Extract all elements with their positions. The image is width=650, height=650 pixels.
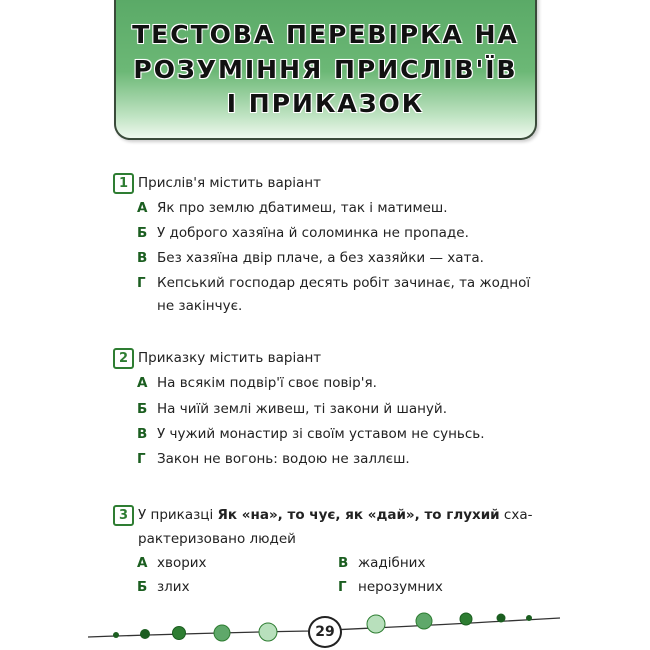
title-banner bbox=[114, 0, 537, 140]
answer-option[interactable] bbox=[137, 579, 190, 595]
answer-option[interactable] bbox=[338, 555, 425, 571]
option-letter: В bbox=[137, 250, 148, 266]
question-text bbox=[138, 507, 533, 523]
option-letter: Б bbox=[137, 579, 148, 595]
option-text-continued: не закінчує. bbox=[157, 298, 243, 314]
option-text: На чиїй землі живеш, ті закони й шануй. bbox=[157, 401, 447, 417]
question-text-continued: рактеризовано людей bbox=[138, 531, 296, 547]
bead bbox=[173, 627, 186, 640]
page-title-line: РОЗУМІННЯ ПРИСЛІВ'ЇВ bbox=[133, 55, 518, 84]
option-letter: Г bbox=[338, 579, 347, 595]
option-letter: Г bbox=[137, 275, 146, 291]
question-number: 1 bbox=[113, 173, 134, 194]
option-letter: В bbox=[137, 426, 148, 442]
option-letter: Б bbox=[137, 401, 148, 417]
answer-option[interactable] bbox=[137, 555, 207, 571]
bead bbox=[416, 613, 432, 629]
answer-option[interactable] bbox=[137, 275, 530, 291]
option-letter: Г bbox=[137, 451, 146, 467]
option-text: Закон не вогонь: водою не заллєш. bbox=[157, 451, 410, 467]
quoted-saying: Як «на», то чує, як «дай», то глухий bbox=[217, 507, 500, 523]
option-text: жадібних bbox=[358, 555, 426, 571]
answer-option[interactable] bbox=[137, 375, 377, 391]
answer-option[interactable] bbox=[137, 401, 447, 417]
question-text: Приказку містить варіант bbox=[138, 350, 322, 366]
bead bbox=[113, 632, 119, 638]
option-letter: Б bbox=[137, 225, 148, 241]
page-title-line: І ПРИКАЗОК bbox=[226, 89, 425, 118]
question-number: 2 bbox=[113, 348, 134, 369]
answer-option[interactable] bbox=[137, 451, 410, 467]
page-title-line: ТЕСТОВА ПЕРЕВІРКА НА bbox=[132, 20, 519, 49]
option-text: У доброго хазяїна й соломинка не пропаде. bbox=[157, 225, 469, 241]
bead bbox=[497, 614, 506, 623]
option-text: На всякім подвір'ї своє повір'я. bbox=[157, 375, 377, 391]
option-text: Без хазяїна двір плаче, а без хазяйки — хата. bbox=[157, 250, 484, 266]
option-letter: А bbox=[137, 375, 148, 391]
bead bbox=[526, 615, 532, 621]
bead bbox=[367, 615, 385, 633]
bead bbox=[140, 629, 150, 639]
bead bbox=[259, 623, 277, 641]
option-letter: В bbox=[338, 555, 349, 571]
answer-option[interactable] bbox=[137, 200, 448, 216]
answer-option[interactable] bbox=[137, 225, 469, 241]
question-text-part: У приказці bbox=[138, 507, 218, 523]
answer-option[interactable] bbox=[137, 426, 485, 442]
option-text: нерозумних bbox=[358, 579, 443, 595]
option-text: Кепський господар десять робіт зачинає, та жодної bbox=[157, 275, 531, 291]
bead bbox=[460, 613, 472, 625]
question-text: Прислів'я містить варіант bbox=[138, 175, 321, 191]
question-text-part: сха- bbox=[499, 507, 533, 523]
option-text: злих bbox=[157, 579, 190, 595]
answer-option[interactable] bbox=[338, 579, 443, 595]
option-letter: А bbox=[137, 555, 148, 571]
option-text: У чужий монастир зі своїм уставом не суньсь. bbox=[157, 426, 485, 442]
option-text: хворих bbox=[157, 555, 207, 571]
bead bbox=[214, 625, 230, 641]
question-number: 3 bbox=[113, 505, 134, 526]
answer-option[interactable] bbox=[137, 250, 484, 266]
option-text: Як про землю дбатимеш, так і матимеш. bbox=[157, 200, 448, 216]
page-number: 29 bbox=[308, 616, 342, 648]
option-letter: А bbox=[137, 200, 148, 216]
